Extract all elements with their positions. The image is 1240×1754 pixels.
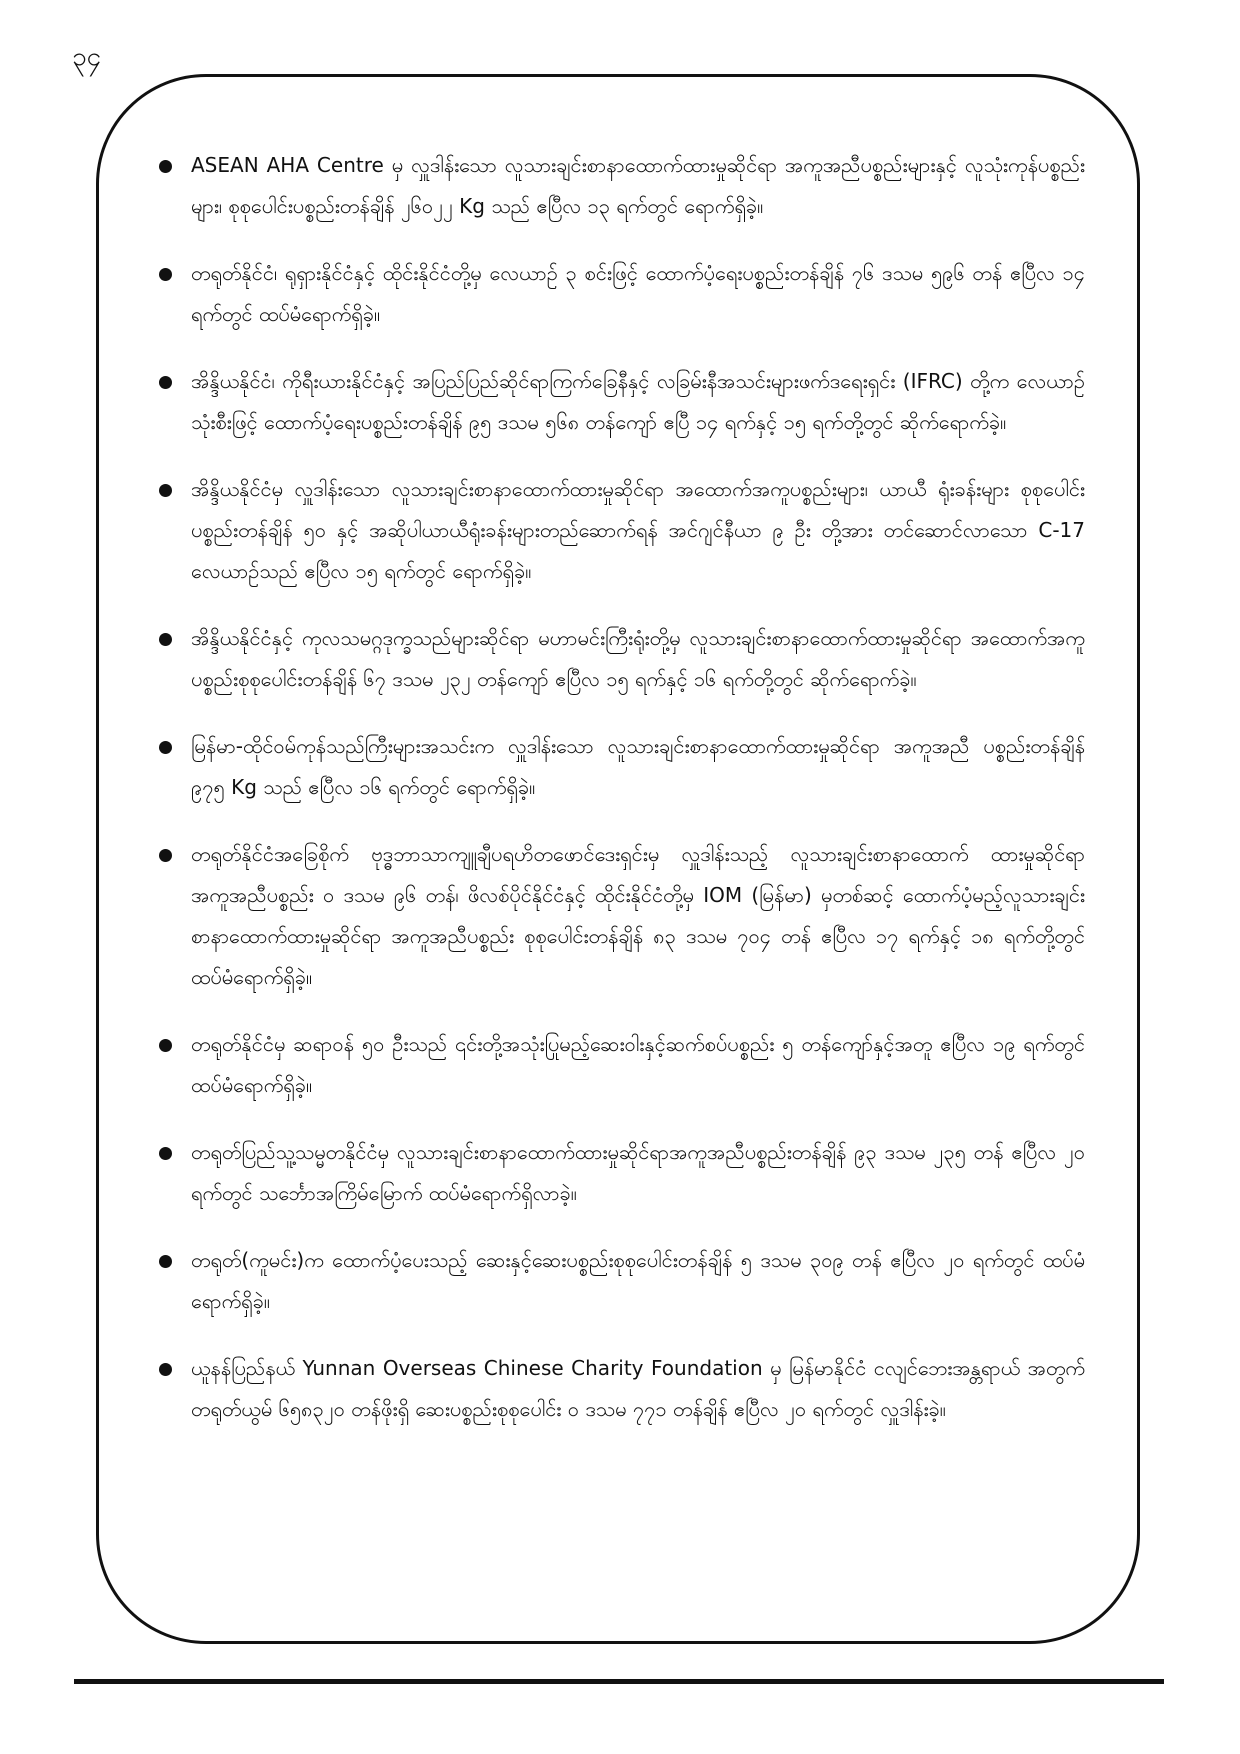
bullet-dot-icon xyxy=(159,1255,172,1268)
list-item-text: တရုတ်နိုင်ငံအခြေစိုက် ဗုဒ္ဓဘာသာကျူချီပရဟိတဖောင်ဒေးရှင်းမှ လှူဒါန်းသည့် လူသားချင်းစာနာထောက် ထားမှုဆိုင်ရာ အကူအညီပစ္စည်း ၀ ဒသမ ၉၆ တန်၊ ဖိလစ်ပိုင်နိုင်ငံနှင့် ထိုင်းနိုင်ငံတို့မှ IOM (မြန်မာ) မှတစ်ဆင့် ထောက်ပံ့မည့်လူသားချင်းစာနာထောက်ထားမှုဆိုင်ရာ အကူအညီပစ္စည်း စုစုပေါင်းတန်ချိန် ၈၃ ဒသမ ၇၀၄ တန် ဧပြီလ ၁၇ ရက်နှင့် ၁၈ ရက်တို့တွင် ထပ်မံရောက်ရှိခဲ့။ xyxy=(191,842,1085,989)
list-item xyxy=(159,145,1085,227)
list-item-text: အိန္ဒိယနိုင်ငံနှင့် ကုလသမဂ္ဂဒုက္ခသည်များဆိုင်ရာ မဟာမင်းကြီးရုံးတို့မှ လူသားချင်းစာနာထောက်ထားမှုဆိုင်ရာ အထောက်အကူပစ္စည်းစုစုပေါင်းတန်ချိန် ၆၇ ဒသမ ၂၃၂ တန်ကျော် ဧပြီလ ၁၅ ရက်နှင့် ၁၆ ရက်တို့တွင် ဆိုက်ရောက်ခဲ့။ xyxy=(191,626,1085,691)
page-number: ၃၄ xyxy=(72,42,102,72)
bullet-dot-icon xyxy=(159,633,172,646)
list-item-text: ASEAN AHA Centre မှ လှူဒါန်းသော လူသားချင်းစာနာထောက်ထားမှုဆိုင်ရာ အကူအညီပစ္စည်းများနှင့် လူသုံးကုန်ပစ္စည်းများ၊ စုစုပေါင်းပစ္စည်းတန်ချိန် ၂၆၀၂၂ Kg သည် ဧပြီလ ၁၃ ရက်တွင် ရောက်ရှိခဲ့။ xyxy=(191,153,1085,218)
list-item-text: အိန္ဒိယနိုင်ငံ၊ ကိုရီးယားနိုင်ငံနှင့် အပြည်ပြည်ဆိုင်ရာကြက်ခြေနီနှင့် လခြမ်းနီအသင်းများဖက်ဒရေးရှင်း (IFRC) တို့က လေယာဉ်သုံးစီးဖြင့် ထောက်ပံ့ရေးပစ္စည်းတန်ချိန် ၉၅ ဒသမ ၅၆၈ တန်ကျော် ဧပြီ ၁၄ ရက်နှင့် ၁၅ ရက်တို့တွင် ဆိုက်ရောက်ခဲ့။ xyxy=(191,369,1085,434)
list-item xyxy=(159,253,1085,335)
bullet-dot-icon xyxy=(159,376,172,389)
list-item xyxy=(159,1024,1085,1106)
bullet-dot-icon xyxy=(159,741,172,754)
list-item-text: တရုတ်နိုင်ငံ၊ ရုရှားနိုင်ငံနှင့် ထိုင်းနိုင်ငံတို့မှ လေယာဉ် ၃ စင်းဖြင့် ထောက်ပံ့ရေးပစ္စည်းတန်ချိန် ၇၆ ဒသမ ၅၉၆ တန် ဧပြီလ ၁၄ ရက်တွင် ထပ်မံရောက်ရှိခဲ့။ xyxy=(191,261,1085,326)
list-item-text: တရုတ်ပြည်သူ့သမ္မတနိုင်ငံမှ လူသားချင်းစာနာထောက်ထားမှုဆိုင်ရာအကူအညီပစ္စည်းတန်ချိန် ၉၃ ဒသမ ၂၃၅ တန် ဧပြီလ ၂၀ ရက်တွင် သင်္ဘောအကြိမ်မြောက် ထပ်မံရောက်ရှိလာခဲ့။ xyxy=(191,1140,1085,1205)
bullet-dot-icon xyxy=(159,160,172,173)
list-item-text: အိန္ဒိယနိုင်ငံမှ လှူဒါန်းသော လူသားချင်းစာနာထောက်ထားမှုဆိုင်ရာ အထောက်အကူပစ္စည်းများ၊ ယာယီ ရုံးခန်းများ စုစုပေါင်းပစ္စည်းတန်ချိန် ၅၀ နှင့် အဆိုပါယာယီရုံးခန်းများတည်ဆောက်ရန် အင်ဂျင်နီယာ ၉ ဦး တို့အား တင်ဆောင်လာသော C-17 လေယာဉ်သည် ဧပြီလ ၁၅ ရက်တွင် ရောက်ရှိခဲ့။ xyxy=(191,477,1085,583)
list-item xyxy=(159,1132,1085,1214)
list-item xyxy=(159,469,1085,592)
bullet-dot-icon xyxy=(159,268,172,281)
list-item-text: တရုတ်နိုင်ငံမှ ဆရာဝန် ၅၀ ဦးသည် ၎င်းတို့အသုံးပြုမည့်ဆေးဝါးနှင့်ဆက်စပ်ပစ္စည်း ၅ တန်ကျော်နှင့်အတူ ဧပြီလ ၁၉ ရက်တွင် ထပ်မံရောက်ရှိခဲ့။ xyxy=(191,1032,1085,1097)
bullet-dot-icon xyxy=(159,1363,172,1376)
list-item xyxy=(159,726,1085,808)
list-item xyxy=(159,361,1085,443)
list-item-text: တရုတ်(ကူမင်း)က ထောက်ပံ့ပေးသည့် ဆေးနှင့်ဆေးပစ္စည်းစုစုပေါင်းတန်ချိန် ၅ ဒသမ ၃၀၉ တန် ဧပြီလ ၂၀ ရက်တွင် ထပ်မံရောက်ရှိခဲ့။ xyxy=(191,1248,1085,1313)
list-item xyxy=(159,618,1085,700)
bullet-dot-icon xyxy=(159,849,172,862)
list-item xyxy=(159,834,1085,998)
bullet-dot-icon xyxy=(159,1039,172,1052)
list-item xyxy=(159,1240,1085,1322)
bullet-dot-icon xyxy=(159,484,172,497)
list-item xyxy=(159,1348,1085,1430)
footer-rule xyxy=(74,1679,1164,1684)
list-item-text: ယူနန်ပြည်နယ် Yunnan Overseas Chinese Charity Foundation မှ မြန်မာနိုင်ငံ ငလျင်ဘေးအန္တရာယ် အတွက် တရုတ်ယွမ် ၆၅၈၃၂၀ တန်ဖိုးရှိ ဆေးပစ္စည်းစုစုပေါင်း ၀ ဒသမ ၇၇၁ တန်ချိန် ဧပြီလ ၂၀ ရက်တွင် လှူဒါန်းခဲ့။ xyxy=(191,1356,1085,1421)
list-item-text: မြန်မာ-ထိုင်ဝမ်ကုန်သည်ကြီးများအသင်းက လှူဒါန်းသော လူသားချင်းစာနာထောက်ထားမှုဆိုင်ရာ အကူအညီ ပစ္စည်းတန်ချိန် ၉၇၅ Kg သည် ဧပြီလ ၁၆ ရက်တွင် ရောက်ရှိခဲ့။ xyxy=(191,734,1085,799)
rounded-content-frame xyxy=(96,74,1140,1644)
bullet-dot-icon xyxy=(159,1147,172,1160)
bullet-list xyxy=(159,145,1085,1456)
